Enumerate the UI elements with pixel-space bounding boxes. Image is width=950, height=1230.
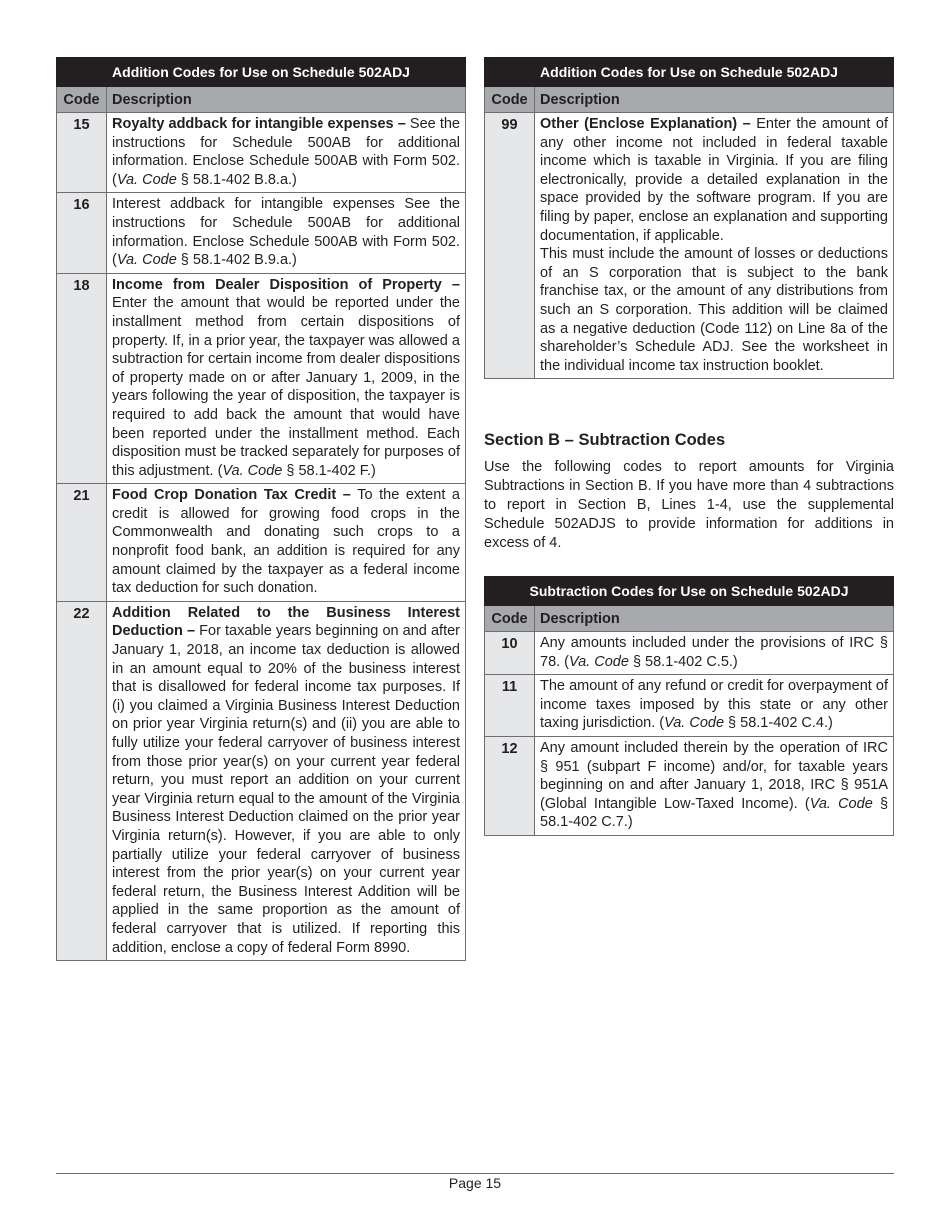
table-row: [57, 193, 466, 273]
description-paragraph-2: This must include the amount of losses or deductions of an S corporation that is subject to the bank franchise tax, or the amount of any distributions from such an S corporation. This addition will be claimed as a negative deduction (Code 112) on Line 8a of the shareholder’s Schedule ADJ. See the worksheet in the individual income tax instruction booklet.: [540, 246, 888, 374]
description-text: See the instructions for Schedule 500AB for additional information. Enclose Schedule 500AB with Form 502. (: [112, 116, 460, 188]
citation-section: § 58.1-402 C.5.): [628, 653, 738, 670]
section-b-heading: Section B – Subtraction Codes: [484, 431, 726, 449]
description-cell: [535, 675, 894, 737]
citation-section: § 58.1-402 C.4.): [724, 715, 833, 732]
citation-code: Va. Code: [116, 252, 177, 269]
description-cell: [107, 113, 466, 193]
description-cell: [107, 484, 466, 602]
subtraction-codes-block: [484, 576, 894, 836]
page-number: Page 15: [448, 1175, 502, 1191]
code-cell: 11: [485, 675, 535, 737]
description-cell: [535, 632, 894, 675]
description-column-header: Description: [107, 87, 466, 113]
description-cell: [535, 736, 894, 835]
citation-code: Va. Code: [664, 715, 725, 732]
table-title: Addition Codes for Use on Schedule 502ADJ: [485, 58, 894, 87]
table-title: Subtraction Codes for Use on Schedule 502ADJ: [485, 577, 894, 606]
citation-code: Va. Code: [809, 795, 873, 812]
description-column-header: Description: [535, 606, 894, 632]
section-b-intro: Use the following codes to report amounts for Virginia Subtractions in Section B. If you have more than 4 subtractions to report in Section B, Lines 1-4, use the supplemental Schedule 502ADJS to provide information for additions in excess of 4.: [484, 459, 894, 551]
addition-codes-table-left: [56, 57, 466, 961]
table-row: [57, 113, 466, 193]
description-cell: [107, 273, 466, 484]
description-lead: Other (Enclose Explanation) –: [540, 116, 751, 132]
table-title: Addition Codes for Use on Schedule 502ADJ: [57, 58, 466, 87]
citation-code: Va. Code: [222, 462, 283, 479]
code-cell: 16: [57, 193, 107, 273]
description-cell: [107, 601, 466, 960]
description-lead: Food Crop Donation Tax Credit –: [112, 487, 351, 504]
description-column-header: Description: [535, 87, 894, 113]
description-lead: Addition Related to the Business Interest Deduction –: [112, 604, 460, 640]
description-lead: Royalty addback for intangible expenses –: [112, 116, 406, 132]
table-row: [57, 601, 466, 960]
description-text: For taxable years beginning on and after January 1, 2018, an income tax deduction is allowed in an amount equal to 20% of the business interest that is disallowed for federal income tax purposes. If (i) you claimed a Virginia Business Interest Deduction on prior year Virginia return(s) and (ii) you are able to fully utilize your federal carryover of business interest from those prior year(s) on your current year federal return, you must report an addition on your current year Virginia return equal to the amount of the Virginia Business Interest Deduction claimed on the prior year Virginia return(s). However, if you are able to only partially utilize your federal carryover of business interest from the prior year(s) on your current year federal return, the Business Interest Addition will be applied in the same proportion as the amount of federal carryover that is utilized. If reporting this addition, enclose a copy of federal Form 8990.: [112, 623, 460, 956]
addition-codes-table-right: [484, 57, 894, 379]
citation-section: § 58.1-402 B.8.a.): [176, 171, 297, 188]
citation-section: § 58.1-402 C.7.): [540, 795, 889, 831]
description-text: Enter the amount of any other income not included in federal taxable income which is taxable in Virginia. If you are filing electronically, provide a detailed explanation in the space provided by the software program. If you are filing by paper, enclose an explanation and supporting documentation, if applicable.: [540, 116, 888, 244]
code-cell: 12: [485, 736, 535, 835]
table-row: [485, 632, 894, 675]
table-row: [57, 273, 466, 484]
code-cell: 99: [485, 113, 535, 379]
code-cell: 18: [57, 273, 107, 484]
code-column-header: Code: [485, 606, 535, 632]
citation-section: § 58.1-402 F.): [282, 462, 376, 479]
description-text: To the extent a credit is allowed for growing food crops in the Commonwealth and donating such crops to a nonprofit food bank, an addition is required for any amount claimed by the taxpayer as a federal income tax deduction for such donation.: [112, 487, 460, 597]
right-column: [484, 57, 894, 379]
code-column-header: Code: [485, 87, 535, 113]
citation-code: Va. Code: [116, 171, 177, 188]
code-column-header: Code: [57, 87, 107, 113]
table-row: [57, 484, 466, 602]
description-text: The amount of any refund or credit for overpayment of income taxes imposed by this state or any other taxing jurisdiction. (: [540, 678, 888, 732]
description-text: Any amounts included under the provisions of IRC § 78. (: [540, 635, 888, 670]
citation-section: § 58.1-402 B.9.a.): [176, 252, 297, 269]
table-row: [485, 113, 894, 379]
subtraction-codes-table: [484, 576, 894, 836]
description-cell: [107, 193, 466, 273]
table-row: [485, 736, 894, 835]
description-cell: [535, 113, 894, 379]
code-cell: 22: [57, 601, 107, 960]
table-row: [485, 675, 894, 737]
citation-code: Va. Code: [569, 653, 629, 670]
code-cell: 15: [57, 113, 107, 193]
description-text: Any amount included therein by the operation of IRC § 951 (subpart F income) and/or, for taxable years beginning on and after January 1, 2018, IRC § 951A (Global Intangible Low-Taxed Income). (: [540, 739, 888, 812]
footer-divider: [56, 1173, 894, 1174]
description-text: Enter the amount that would be reported under the installment method from certain dispositions of property. If, in a prior year, the taxpayer was allowed a subtraction for certain income from dealer dispositions of property made on or after January 1, 2009, in the years following the year of disposition, the taxpayer is required to add back the amount that would have been reported under the installment method. Each disposition must be tracked separately for purposes of this adjustment. (: [112, 295, 460, 479]
code-cell: 10: [485, 632, 535, 675]
left-column: [56, 57, 466, 961]
description-lead: Income from Dealer Disposition of Property –: [112, 276, 460, 293]
description-text: Interest addback for intangible expenses See the instructions for Schedule 500AB for additional information. Enclose Schedule 500AB with Form 502. (: [112, 196, 460, 269]
code-cell: 21: [57, 484, 107, 602]
